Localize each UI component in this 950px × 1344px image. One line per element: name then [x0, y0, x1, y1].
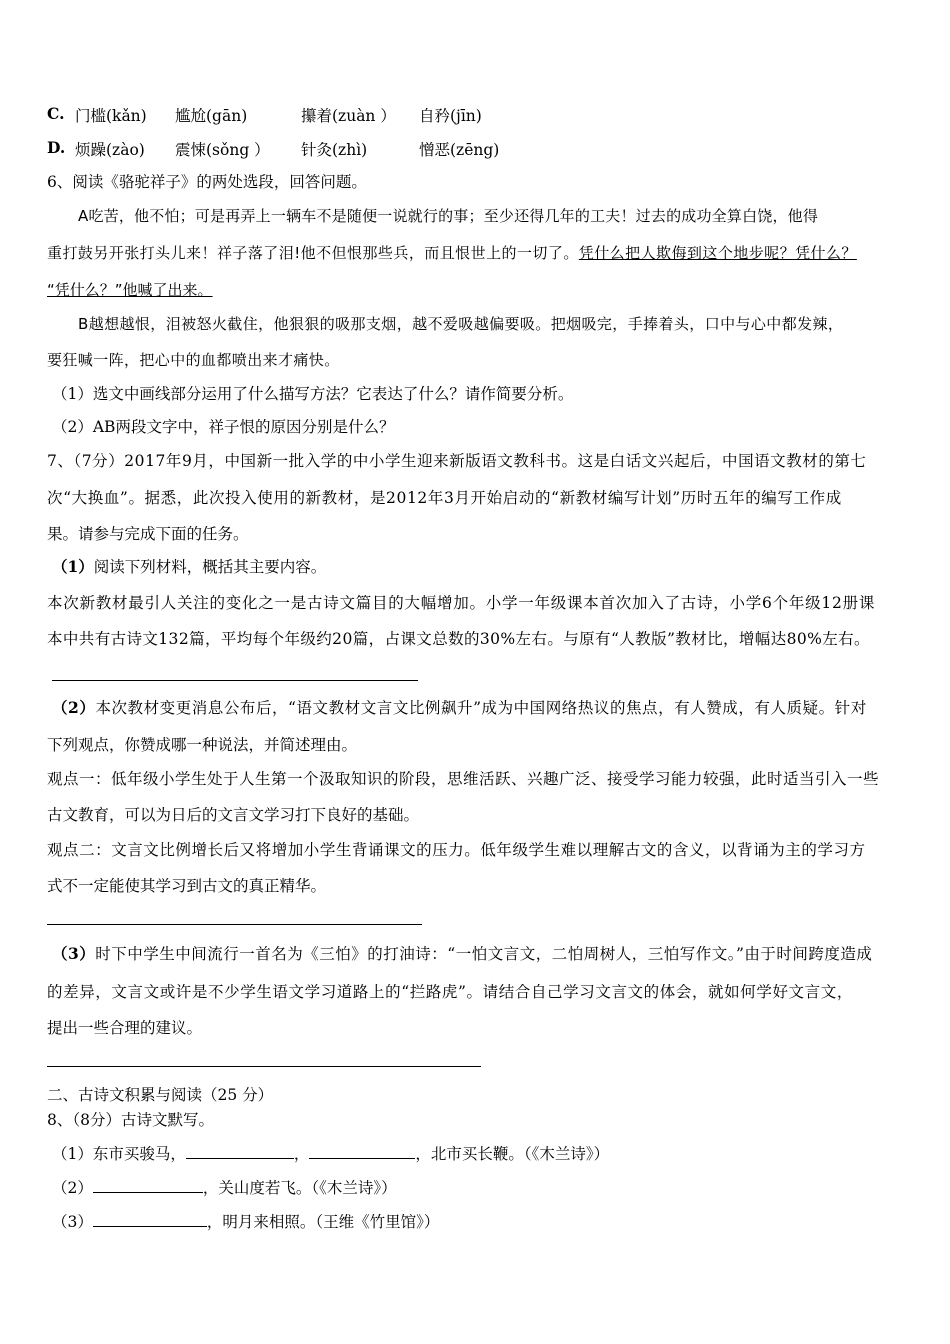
passage-b-line-1: B越想越恨，泪被怒火截住，他狠狠的吸那支烟，越不爱吸越偏要吸。把烟吸完，手捧着头，口中与心中都发辣， [78, 315, 844, 333]
answer-line-1[interactable] [52, 680, 418, 681]
question-6-sub-2: （2）AB两段文字中，祥子恨的原因分别是什么？ [52, 418, 395, 436]
q8-l2-text-b: ，关山度若飞。（《木兰诗》） [202, 1179, 397, 1197]
option-d-item-1: 烦躁(zào) [75, 141, 145, 159]
sub-2-text: 本次教材变更消息公布后，“语文教材文言文比例飙升”成为中国网络热议的焦点，有人赞成，有人质疑。针对 [95, 699, 867, 717]
answer-line-3[interactable] [47, 1066, 481, 1067]
passage-a-underlined: 凭什么把人欺侮到这个地步呢？凭什么？ [578, 244, 857, 262]
question-7-sub-3-line-1 [52, 944, 872, 964]
viewpoint-1-line-2: 古文教育，可以为日后的文言文学习打下良好的基础。 [47, 806, 420, 824]
option-d-item-4: 憎恶(zēng) [419, 141, 500, 159]
material-line-2: 本中共有古诗文132篇，平均每个年级约20篇，占课文总数的30%左右。与原有“人教版”教材比，增幅达80%左右。 [47, 630, 870, 648]
question-6-stem: 6、阅读《骆驼祥子》的两处选段，回答问题。 [47, 173, 367, 191]
question-7-sub-2-line-1 [52, 698, 867, 718]
fill-blank-1[interactable] [186, 1144, 294, 1159]
viewpoint-1-line-1: 观点一：低年级小学生处于人生第一个汲取知识的阶段，思维活跃、兴趣广泛、接受学习能力较强，此时适当引入一些 [47, 770, 880, 788]
question-7-line-1: 7、（7分）2017年9月，中国新一批入学的中小学生迎来新版语文教科书。这是白话文兴起后，中国语文教材的第七 [47, 452, 867, 470]
material-line-1: 本次新教材最引人关注的变化之一是古诗文篇目的大幅增加。小学一年级课本首次加入了古诗，小学6个年级12册课 [47, 594, 876, 612]
answer-line-2[interactable] [47, 924, 422, 925]
passage-a-line-3-underlined: “凭什么？”他喊了出来。 [47, 281, 213, 299]
question-8-stem: 8、（8分）古诗文默写。 [47, 1111, 214, 1129]
question-7-sub-3-line-3: 提出一些合理的建议。 [47, 1019, 203, 1037]
fill-blank-3[interactable] [93, 1178, 203, 1193]
q8-l1-text-b: ，北市买长鞭。（《木兰诗》） [415, 1145, 610, 1163]
passage-a-line-1: A吃苦，他不怕；可是再弄上一辆车不是随便一说就行的事；至少还得几年的工夫！过去的成功全算白饶，他得 [78, 207, 819, 225]
viewpoint-2-line-2: 式不一定能使其学习到古文的真正精华。 [47, 877, 327, 895]
q8-l3-text-b: ，明月来相照。（王维《竹里馆》） [206, 1213, 440, 1231]
option-d-label: D. [47, 138, 66, 157]
option-d-item-2: 震悚(sǒng ） [175, 141, 270, 159]
question-6-sub-1: （1）选文中画线部分运用了什么描写方法？它表达了什么？请作简要分析。 [52, 385, 574, 403]
option-c-label: C. [47, 104, 65, 123]
sub-2-number: （2） [52, 698, 96, 717]
question-7-sub-3-line-2: 的差异，文言文或许是不少学生语文学习道路上的“拦路虎”。请结合自己学习文言文的体会，就如何学好文言文， [47, 983, 853, 1001]
question-7-line-3: 果。请参与完成下面的任务。 [47, 525, 249, 543]
viewpoint-2-line-1: 观点二：文言文比例增长后又将增加小学生背诵课文的压力。低年级学生难以理解古文的含义，以背诵为主的学习方 [47, 841, 866, 859]
question-8-line-2 [52, 1178, 397, 1198]
sub-1-number: （1） [52, 557, 94, 576]
sub-1-text: 阅读下列材料，概括其主要内容。 [93, 558, 327, 576]
q8-l3-text-a: （3） [52, 1213, 93, 1231]
sub-3-number: （3） [52, 944, 96, 963]
passage-a-line-2 [47, 243, 857, 263]
question-7-line-2: 次“大换血”。据悉，此次投入使用的新教材，是2012年3月开始启动的“新教材编写计划”历时五年的编写工作成 [47, 489, 842, 507]
q8-l2-text-a: （2） [52, 1179, 93, 1197]
option-c-item-1: 门槛(kǎn) [75, 107, 147, 125]
option-c-item-4: 自矜(jīn) [419, 107, 482, 125]
section-2-title: 二、古诗文积累与阅读（25 分） [47, 1086, 274, 1104]
fill-blank-4[interactable] [93, 1212, 207, 1227]
question-7-sub-1 [52, 557, 326, 577]
question-8-line-3 [52, 1212, 439, 1232]
q8-l1-sep: ， [293, 1145, 310, 1163]
passage-a-text: 重打鼓另开张打头儿来！祥子落了泪!他不但恨那些兵，而且恨世上的一切了。 [47, 244, 579, 262]
question-7-sub-2-line-2: 下列观点，你赞成哪一种说法，并简述理由。 [47, 736, 358, 754]
option-d-item-3: 针灸(zhì) [301, 141, 368, 159]
sub-3-text: 时下中学生中间流行一首名为《三怕》的打油诗：“一怕文言文，二怕周树人，三怕写作文。”由于时间跨度造成 [95, 945, 873, 963]
question-8-line-1 [52, 1144, 609, 1164]
passage-b-line-2: 要狂喊一阵，把心中的血都喷出来才痛快。 [47, 351, 340, 369]
option-c-item-2: 尴尬(gān) [175, 107, 248, 125]
option-c-item-3: 攥着(zuàn ） [301, 107, 396, 125]
q8-l1-text-a: （1）东市买骏马， [52, 1145, 186, 1163]
fill-blank-2[interactable] [309, 1144, 415, 1159]
